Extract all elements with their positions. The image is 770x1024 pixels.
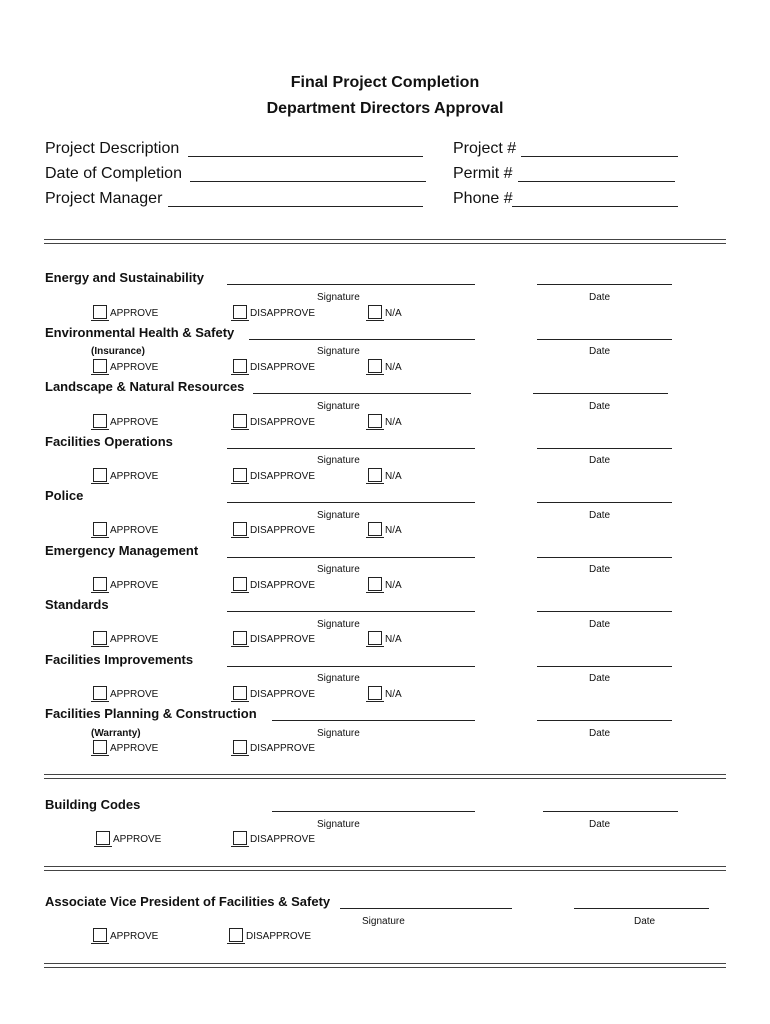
phone-number-field[interactable]	[512, 206, 678, 207]
signature-line[interactable]	[249, 339, 475, 340]
date-caption: Date	[589, 819, 611, 830]
signature-line[interactable]	[227, 557, 475, 558]
signature-caption: Signature	[317, 673, 360, 684]
checkbox-icon[interactable]	[233, 414, 247, 428]
signature-caption: Signature	[317, 455, 360, 466]
checkbox-icon[interactable]	[233, 831, 247, 845]
checkbox-icon[interactable]	[233, 468, 247, 482]
date-caption: Date	[589, 455, 611, 466]
project-manager-field[interactable]	[168, 206, 423, 207]
checkbox-icon[interactable]	[93, 359, 107, 373]
signature-caption: Signature	[317, 346, 360, 357]
disapprove-label: DISAPPROVE	[250, 834, 316, 845]
checkbox-icon[interactable]	[93, 740, 107, 754]
checkbox-icon[interactable]	[368, 305, 382, 319]
disapprove-label: DISAPPROVE	[246, 931, 312, 942]
dept-environmental-health-safety: Environmental Health & Safety	[45, 325, 235, 340]
date-caption: Date	[589, 401, 611, 412]
approve-label: APPROVE	[110, 417, 159, 428]
checkbox-icon[interactable]	[233, 631, 247, 645]
project-number-label: Project #	[453, 140, 517, 157]
checkbox-icon[interactable]	[93, 468, 107, 482]
checkbox-icon[interactable]	[368, 631, 382, 645]
date-line[interactable]	[537, 557, 672, 558]
approve-option[interactable]	[93, 686, 158, 700]
disapprove-label: DISAPPROVE	[250, 634, 316, 645]
disapprove-option[interactable]	[233, 414, 315, 428]
na-label: N/A	[385, 362, 402, 373]
dept-facilities-operations: Facilities Operations	[45, 434, 173, 449]
checkbox-icon[interactable]	[233, 522, 247, 536]
checkbox-icon[interactable]	[368, 468, 382, 482]
signature-caption: Signature	[362, 916, 405, 927]
na-label: N/A	[385, 471, 402, 482]
approve-option[interactable]	[93, 305, 158, 319]
disapprove-option[interactable]	[233, 359, 315, 373]
checkbox-icon[interactable]	[93, 686, 107, 700]
signature-caption: Signature	[317, 510, 360, 521]
section-divider	[44, 963, 726, 968]
date-caption: Date	[589, 346, 611, 357]
date-caption: Date	[589, 619, 611, 630]
date-line[interactable]	[537, 611, 672, 612]
signature-caption: Signature	[317, 564, 360, 575]
checkbox-icon[interactable]	[93, 522, 107, 536]
signature-caption: Signature	[317, 292, 360, 303]
disapprove-option[interactable]	[233, 577, 315, 591]
na-option[interactable]	[368, 414, 402, 428]
approve-label: APPROVE	[110, 931, 159, 942]
dept-police: Police	[45, 488, 84, 503]
project-number-field[interactable]	[521, 156, 678, 157]
approve-label: APPROVE	[110, 580, 159, 591]
approve-option[interactable]	[93, 359, 158, 373]
date-of-completion-label: Date of Completion	[45, 165, 182, 182]
checkbox-icon[interactable]	[93, 577, 107, 591]
disapprove-label: DISAPPROVE	[250, 308, 316, 319]
signature-line[interactable]	[340, 908, 512, 909]
date-line[interactable]	[537, 448, 672, 449]
approve-option[interactable]	[93, 928, 158, 942]
approve-label: APPROVE	[110, 471, 159, 482]
disapprove-label: DISAPPROVE	[250, 689, 316, 700]
disapprove-option[interactable]	[233, 305, 315, 319]
approve-option[interactable]	[93, 631, 158, 645]
approve-label: APPROVE	[110, 689, 159, 700]
dept-facilities-improvements: Facilities Improvements	[45, 652, 194, 667]
disapprove-label: DISAPPROVE	[250, 580, 316, 591]
approve-option[interactable]	[93, 468, 158, 482]
disapprove-option[interactable]	[233, 631, 315, 645]
checkbox-icon[interactable]	[93, 928, 107, 942]
date-line[interactable]	[537, 339, 672, 340]
checkbox-icon[interactable]	[93, 414, 107, 428]
disapprove-option[interactable]	[229, 928, 311, 942]
checkbox-icon[interactable]	[96, 831, 110, 845]
approve-label: APPROVE	[113, 834, 162, 845]
date-caption: Date	[634, 916, 656, 927]
approve-option[interactable]	[93, 522, 158, 536]
checkbox-icon[interactable]	[368, 686, 382, 700]
approve-label: APPROVE	[110, 308, 159, 319]
section-divider	[44, 866, 726, 871]
na-option[interactable]	[368, 686, 402, 700]
section-divider	[44, 239, 726, 244]
checkbox-icon[interactable]	[368, 414, 382, 428]
approve-label: APPROVE	[110, 362, 159, 373]
signature-line[interactable]	[227, 611, 475, 612]
disapprove-label: DISAPPROVE	[250, 743, 316, 754]
signature-line[interactable]	[253, 393, 471, 394]
approve-option[interactable]	[96, 831, 161, 845]
checkbox-icon[interactable]	[93, 305, 107, 319]
form-title-line1: Final Project Completion	[290, 74, 480, 91]
avp-facilities-safety: Associate Vice President of Facilities & Safety	[45, 894, 331, 909]
na-label: N/A	[385, 580, 402, 591]
signature-caption: Signature	[317, 401, 360, 412]
project-description-field[interactable]	[188, 156, 423, 157]
date-of-completion-field[interactable]	[190, 181, 426, 182]
checkbox-icon[interactable]	[93, 631, 107, 645]
signature-line[interactable]	[272, 720, 475, 721]
signature-line[interactable]	[272, 811, 475, 812]
approve-label: APPROVE	[110, 743, 159, 754]
checkbox-icon[interactable]	[233, 305, 247, 319]
disapprove-label: DISAPPROVE	[250, 525, 316, 536]
approve-option[interactable]	[93, 414, 158, 428]
dept-facilities-planning-construction: Facilities Planning & Construction	[45, 706, 257, 721]
disapprove-label: DISAPPROVE	[250, 417, 316, 428]
dept-energy-sustainability: Energy and Sustainability	[45, 270, 204, 285]
disapprove-option[interactable]	[233, 468, 315, 482]
approve-label: APPROVE	[110, 525, 159, 536]
approve-option[interactable]	[93, 740, 158, 754]
project-description-label: Project Description	[45, 140, 180, 157]
disapprove-option[interactable]	[233, 686, 315, 700]
na-option[interactable]	[368, 305, 402, 319]
signature-caption: Signature	[317, 728, 360, 739]
signature-caption: Signature	[317, 619, 360, 630]
date-caption: Date	[589, 292, 611, 303]
disapprove-option[interactable]	[233, 831, 315, 845]
dept-standards: Standards	[45, 597, 109, 612]
dept-landscape-natural-resources: Landscape & Natural Resources	[45, 379, 245, 394]
disapprove-label: DISAPPROVE	[250, 362, 316, 373]
signature-line[interactable]	[227, 502, 475, 503]
na-label: N/A	[385, 525, 402, 536]
insurance-note: (Insurance)	[91, 346, 145, 357]
date-caption: Date	[589, 564, 611, 575]
date-caption: Date	[589, 510, 611, 521]
checkbox-icon[interactable]	[368, 359, 382, 373]
checkbox-icon[interactable]	[233, 740, 247, 754]
approve-label: APPROVE	[110, 634, 159, 645]
na-label: N/A	[385, 308, 402, 319]
dept-building-codes: Building Codes	[45, 797, 141, 812]
date-line[interactable]	[574, 908, 709, 909]
checkbox-icon[interactable]	[229, 928, 243, 942]
na-option[interactable]	[368, 522, 402, 536]
checkbox-icon[interactable]	[233, 359, 247, 373]
form-title-line2: Department Directors Approval	[266, 100, 504, 117]
disapprove-option[interactable]	[233, 740, 315, 754]
na-label: N/A	[385, 634, 402, 645]
permit-number-label: Permit #	[453, 165, 513, 182]
na-option[interactable]	[368, 577, 402, 591]
date-line[interactable]	[533, 393, 668, 394]
disapprove-label: DISAPPROVE	[250, 471, 316, 482]
dept-emergency-management: Emergency Management	[45, 543, 199, 558]
signature-line[interactable]	[227, 284, 475, 285]
date-caption: Date	[589, 673, 611, 684]
checkbox-icon[interactable]	[233, 686, 247, 700]
project-manager-label: Project Manager	[45, 190, 163, 207]
permit-number-field[interactable]	[518, 181, 675, 182]
date-line[interactable]	[537, 720, 672, 721]
na-label: N/A	[385, 417, 402, 428]
signature-line[interactable]	[227, 666, 475, 667]
date-line[interactable]	[537, 666, 672, 667]
date-caption: Date	[589, 728, 611, 739]
na-option[interactable]	[368, 468, 402, 482]
disapprove-option[interactable]	[233, 522, 315, 536]
warranty-note: (Warranty)	[91, 728, 141, 739]
section-divider	[44, 774, 726, 779]
signature-line[interactable]	[227, 448, 475, 449]
na-option[interactable]	[368, 631, 402, 645]
na-label: N/A	[385, 689, 402, 700]
na-option[interactable]	[368, 359, 402, 373]
date-line[interactable]	[543, 811, 678, 812]
checkbox-icon[interactable]	[368, 522, 382, 536]
phone-number-label: Phone #	[453, 190, 513, 207]
checkbox-icon[interactable]	[368, 577, 382, 591]
signature-caption: Signature	[317, 819, 360, 830]
checkbox-icon[interactable]	[233, 577, 247, 591]
approve-option[interactable]	[93, 577, 158, 591]
date-line[interactable]	[537, 284, 672, 285]
date-line[interactable]	[537, 502, 672, 503]
